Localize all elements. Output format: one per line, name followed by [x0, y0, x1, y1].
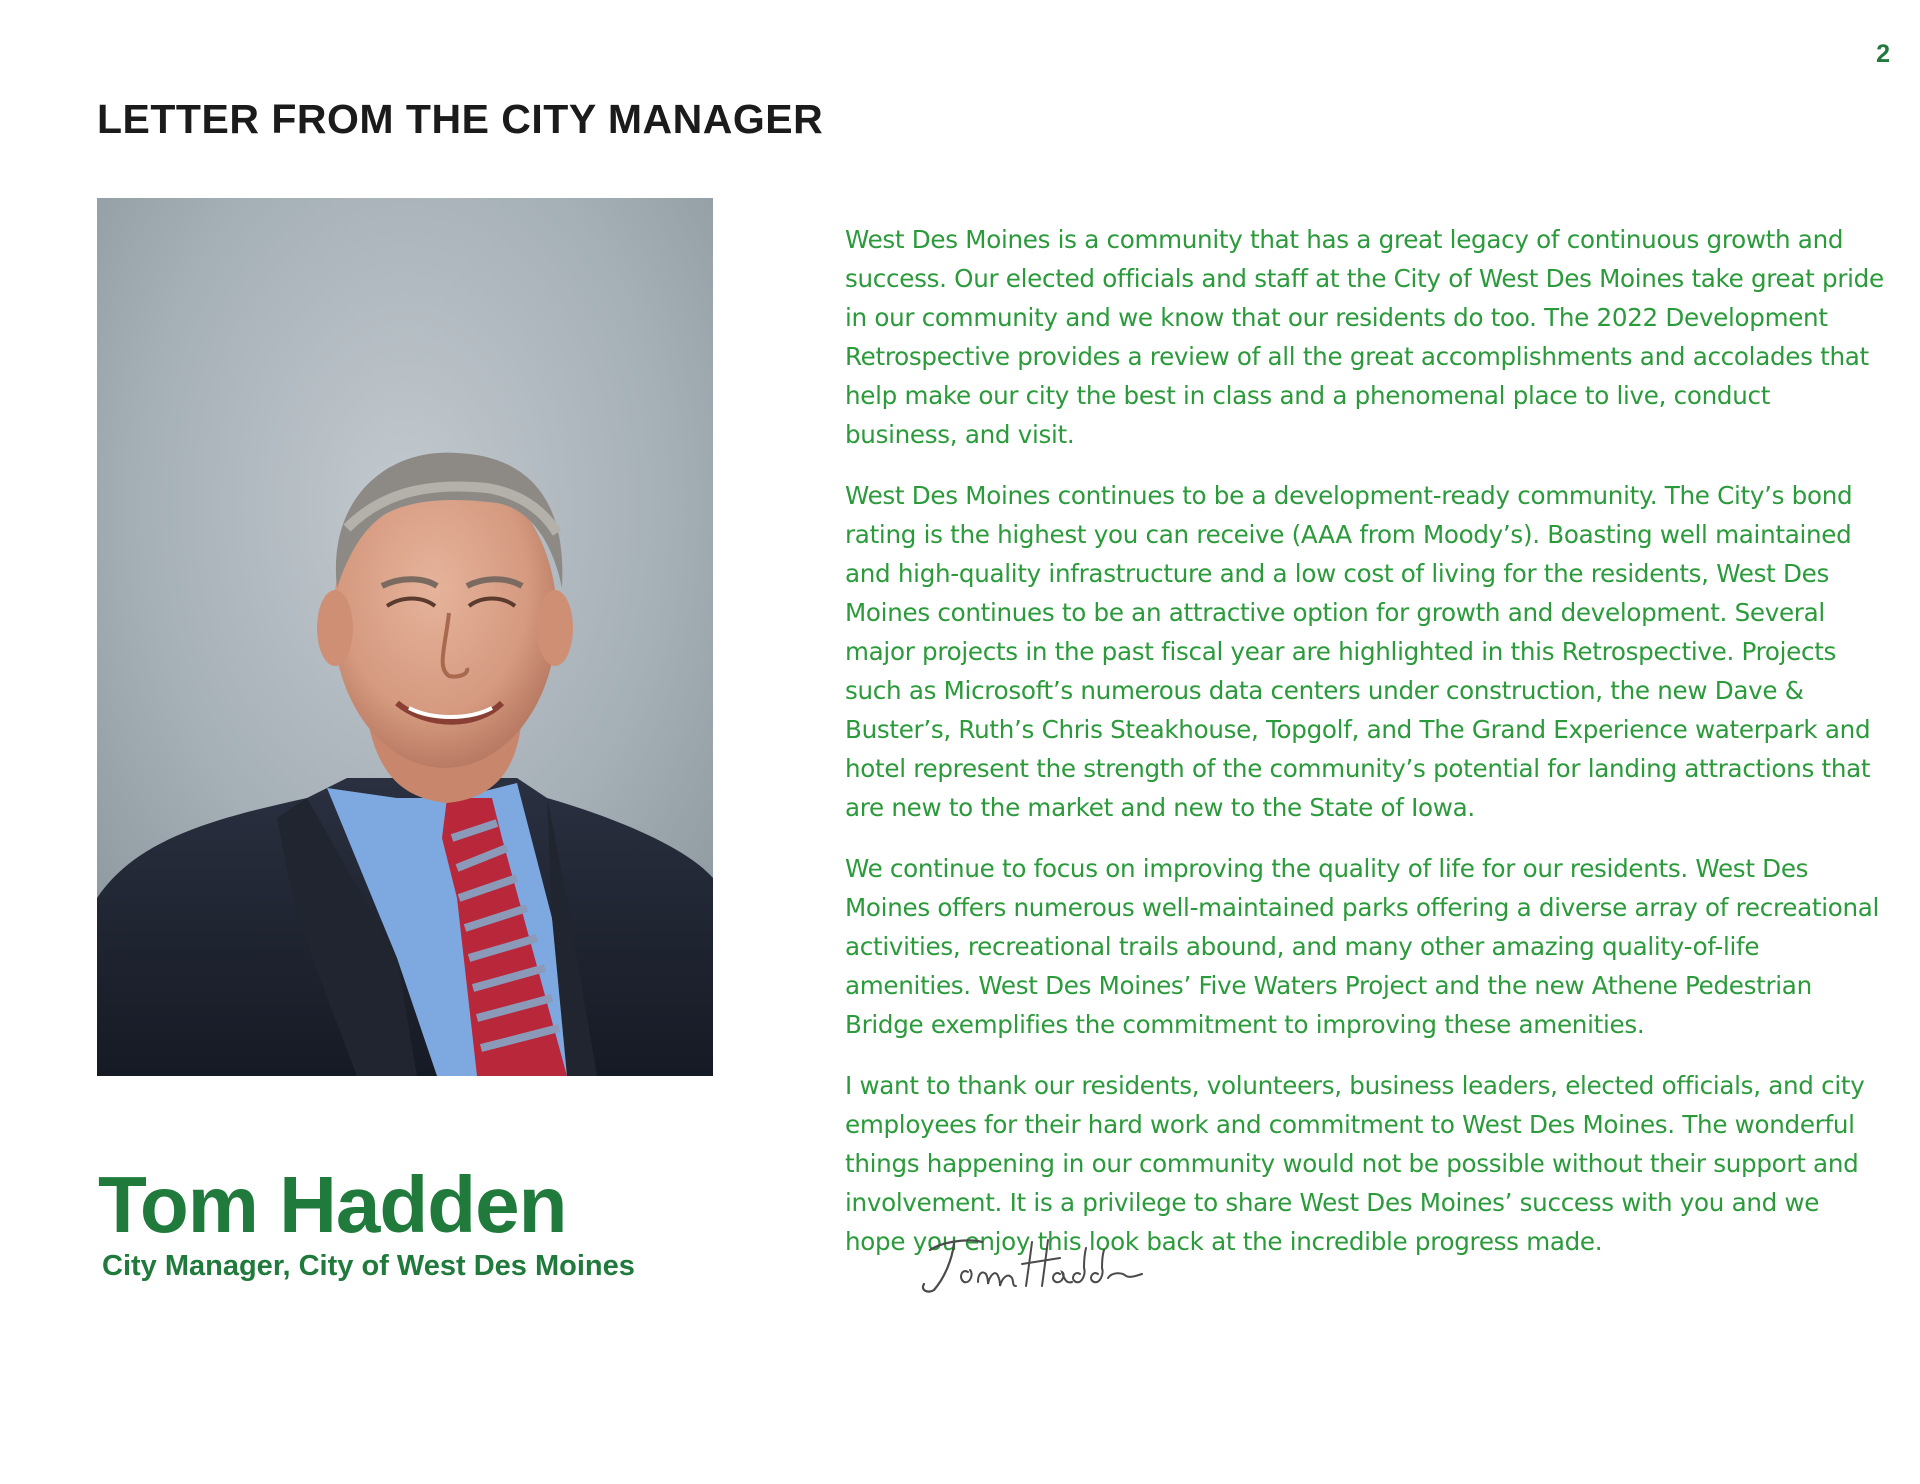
portrait-photo [97, 198, 713, 1076]
author-name: Tom Hadden [98, 1160, 567, 1249]
signature-image [912, 1228, 1152, 1298]
letter-paragraph-1: West Des Moines is a community that has a great legacy of continuous growth and success. Our elected officials and staff at the City of West Des Moines take great pride in our community and we know that our residents do too. The 2022 Development Retrospective provides a review of all the great accomplishments and accolades that help make our city the best in class and a phenomenal place to live, conduct business, and visit. [845, 225, 1884, 449]
page-number: 2 [1876, 40, 1890, 68]
letter-paragraph-3: We continue to focus on improving the quality of life for our residents. West Des Moines offers numerous well-maintained parks offering a diverse array of recreational activities, recreational trails abound, and many other amazing quality-of-life amenities. West Des Moines’ Five Waters Project and the new Athene Pedestrian Bridge exemplifies the commitment to improving these amenities. [845, 854, 1880, 1039]
page-title: LETTER FROM THE CITY MANAGER [97, 96, 824, 142]
letter-body [845, 220, 1885, 1283]
portrait-illustration [97, 198, 713, 1076]
letter-paragraph-2: West Des Moines continues to be a development-ready community. The City’s bond rating is the highest you can receive (AAA from Moody’s). Boasting well maintained and high-quality infrastructure and a low cost of living for the residents, West Des Moines continues to be an attractive option for growth and development. Several major projects in the past fiscal year are highlighted in this Retrospective. Projects such as Microsoft’s numerous data centers under construction, the new Dave & Buster’s, Ruth’s Chris Steakhouse, Topgolf, and The Grand Experience waterpark and hotel represent the strength of the community’s potential for landing attractions that are new to the market and new to the State of Iowa. [845, 481, 1871, 822]
letter-paragraph-4: I want to thank our residents, volunteers, business leaders, elected officials, and city employees for their hard work and commitment to West Des Moines. The wonderful things happening in our community would not be possible without their support and involvement. It is a privilege to share West Des Moines’ success with you and we hope you enjoy this look back at the incredible progress made. [845, 1071, 1865, 1256]
author-role: City Manager, City of West Des Moines [102, 1250, 635, 1282]
